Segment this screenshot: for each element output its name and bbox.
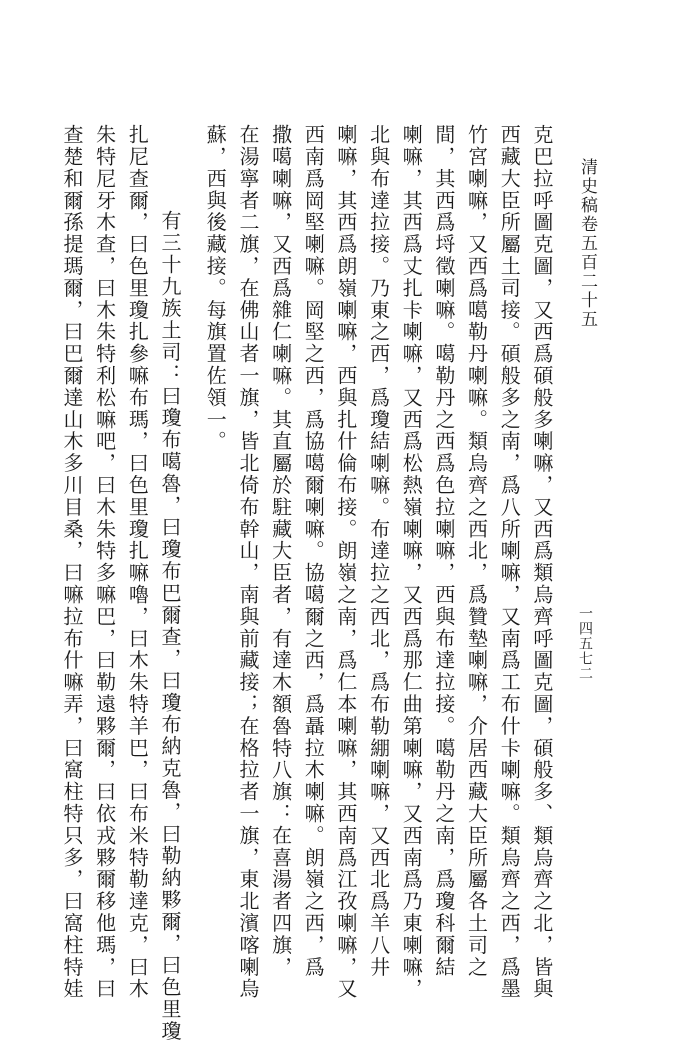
body-text <box>60 124 554 1042</box>
text-column: 西藏大臣所屬土司接。碩般多之南，爲八所喇嘛，又南爲工布什卡喇嘛。類烏齊之西，爲墨 <box>497 124 522 1000</box>
text-column: 撒噶喇嘛，又西爲雜仁喇嘛。其直屬於駐藏大臣者，有達木額魯特八旗：在喜湯者四旗， <box>268 124 293 979</box>
running-header: 清史稿卷五百二十五 <box>577 158 597 329</box>
paragraph-start-column: 有三十九族土司：曰瓊布噶魯，曰瓊布巴爾查，曰瓊布納克魯，曰勒納夥爾，曰色里瓊 <box>157 210 182 1042</box>
text-column: 竹宮喇嘛，又西爲噶勒丹喇嘛。類烏齊之西北，爲贊墊喇嘛，介居西藏大臣所屬各土司之 <box>464 124 489 979</box>
text-column: 喇嘛，其西爲丈扎卡喇嘛，又西爲松熱嶺喇嘛，又西爲那仁曲第喇嘛，又西南爲乃東喇嘛， <box>399 124 424 1000</box>
text-column: 查楚和爾孫提瑪爾，曰巴爾達山木多川目桑，曰嘛拉布什嘛弄，曰窩柱特只多，曰窩柱特娃 <box>60 124 84 1000</box>
page-number: 一四五七二 <box>577 606 593 681</box>
text-column: 西南爲岡堅喇嘛。岡堅之西，爲協噶爾喇嘛。協噶爾之西，爲聶拉木喇嘛。朗嶺之西，爲 <box>301 124 326 979</box>
text-column: 在湯寧者二旗，在佛山者一旗，皆北倚布幹山，南與前藏接；在格拉者一旗，東北濱喀喇烏 <box>235 124 260 1000</box>
text-column: 蘇，西與後藏接。每旗置佐領一。 <box>203 124 228 453</box>
text-column: 扎尼查爾，曰色里瓊扎參嘛布瑪，曰色里瓊扎嘛嚕，曰木朱特羊巴，曰布米特勒達克，曰木 <box>125 124 150 1000</box>
text-column: 克巴拉呼圖克圖，又西爲碩般多喇嘛，又西爲類烏齊呼圖克圖，碩般多、類烏齊之北，皆與 <box>529 124 554 1000</box>
text-column: 間，其西爲埒徵喇嘛。噶勒丹之西爲色拉喇嘛，西與布達拉接。噶勒丹之南，爲瓊科爾結 <box>431 124 456 979</box>
text-column: 北與布達拉接。乃東之西，爲瓊結喇嘛。布達拉之西北，爲布勒綳喇嘛，又西北爲羊八井 <box>366 124 391 979</box>
text-column: 喇嘛，其西爲朗嶺喇嘛，西與扎什倫布接。朗嶺之南，爲仁本喇嘛，其西南爲江孜喇嘛，又 <box>333 124 358 1000</box>
text-column: 朱特尼牙木查，曰木朱特利松嘛吧，曰木朱特多嘛巴，曰勒遠夥爾，曰依戎夥爾移他瑪，曰 <box>92 124 117 1000</box>
